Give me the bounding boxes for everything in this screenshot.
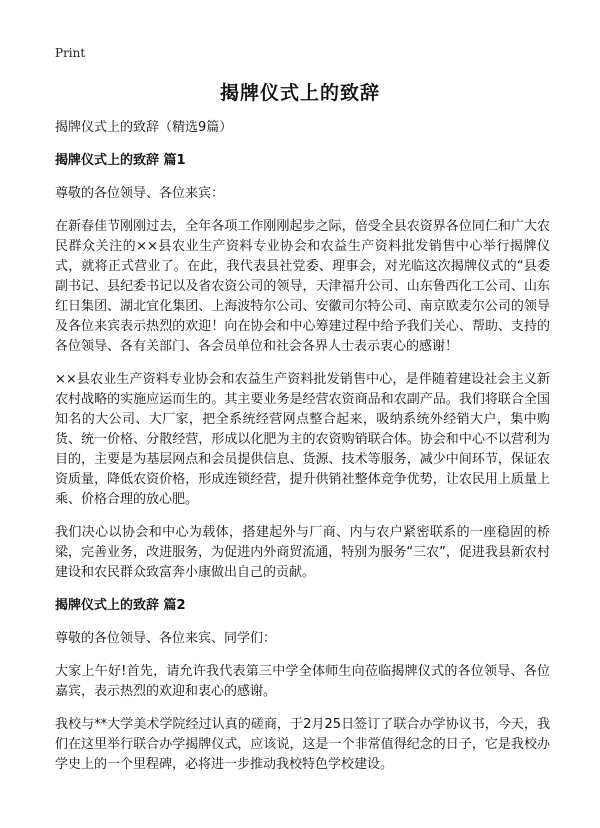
salutation: 尊敬的各位领导、各位来宾、同学们： [55, 631, 277, 646]
paragraph: 大家上午好!首先，请允许我代表第三中学全体师生向莅临揭牌仪式的各位领导、各位嘉宾，表示热烈的欢迎和衷心的感谢。 [55, 664, 550, 699]
section-heading: 揭牌仪式上的致辞 篇1 [55, 153, 186, 168]
section-heading: 揭牌仪式上的致辞 篇2 [55, 598, 186, 613]
salutation: 尊敬的各位领导、各位来宾： [55, 186, 225, 201]
document-subtitle: 揭牌仪式上的致辞（精选9篇） [55, 120, 233, 135]
section-1 [55, 151, 550, 583]
document-body [55, 118, 550, 788]
paragraph: 我校与**大学美术学院经过认真的磋商，于2月25日签订了联合办学协议书，今天，我们在这里举行联合办学揭牌仪式，应该说，这是一个非常值得纪念的日子，它是我校办学史上的一个里程碑，必将进一步推动我校特色学校建设。 [55, 717, 550, 772]
paragraph: 在新春佳节刚刚过去，全年各项工作刚刚起步之际，倍受全县农资界各位同仁和广大农民群众关注的××县农业生产资料专业协会和农益生产资料批发销售中心举行揭牌仪式，就将正式营业了。在此，我代表县社党委、理事会，对光临这次揭牌仪式的“县委副书记、县纪委书记以及省农资公司的领导，天津福升公司、山东鲁西化工公司、山东红日集团、湖北宜化集团、上海波特尔公司、安徽司尔特公司、南京欧麦尔公司的领导及各位来宾表示热烈的欢迎！向在协会和中心筹建过程中给予我们关心、帮助、支持的各位领导、各有关部门、各会员单位和社会各界人士表示衷心的感谢！ [55, 219, 550, 354]
page-title: 揭牌仪式上的致辞 [219, 82, 380, 104]
paragraph: 我们决心以协会和中心为载体，搭建起外与厂商、内与农户紧密联系的一座稳固的桥梁，完善业务，改进服务，为促进内外商贸流通，特别为服务“三农”，促进我县新农村建设和农民群众致富奔小康做出自己的贡献。 [55, 525, 550, 580]
paragraph: ××县农业生产资料专业协会和农益生产资料批发销售中心，是伴随着建设社会主义新农村战略的实施应运而生的。其主要业务是经营农资商品和农副产品。我们将联合全国知名的大公司、大厂家，把全系统经营网点整合起来，吸纳系统外经销大户，集中购货、统一价格、分散经营，形成以化肥为主的农资购销联合体。协会和中心不以营利为目的，主要是为基层网点和会员提供信息、货源、技术等服务，减少中间环节，保证农资质量，降低农资价格，形成连锁经营，提升供销社整体竞争优势，让农民用上质量上乘、价格合理的放心肥。 [55, 372, 550, 507]
section-2 [55, 596, 550, 775]
print-link[interactable]: Print [55, 46, 86, 60]
